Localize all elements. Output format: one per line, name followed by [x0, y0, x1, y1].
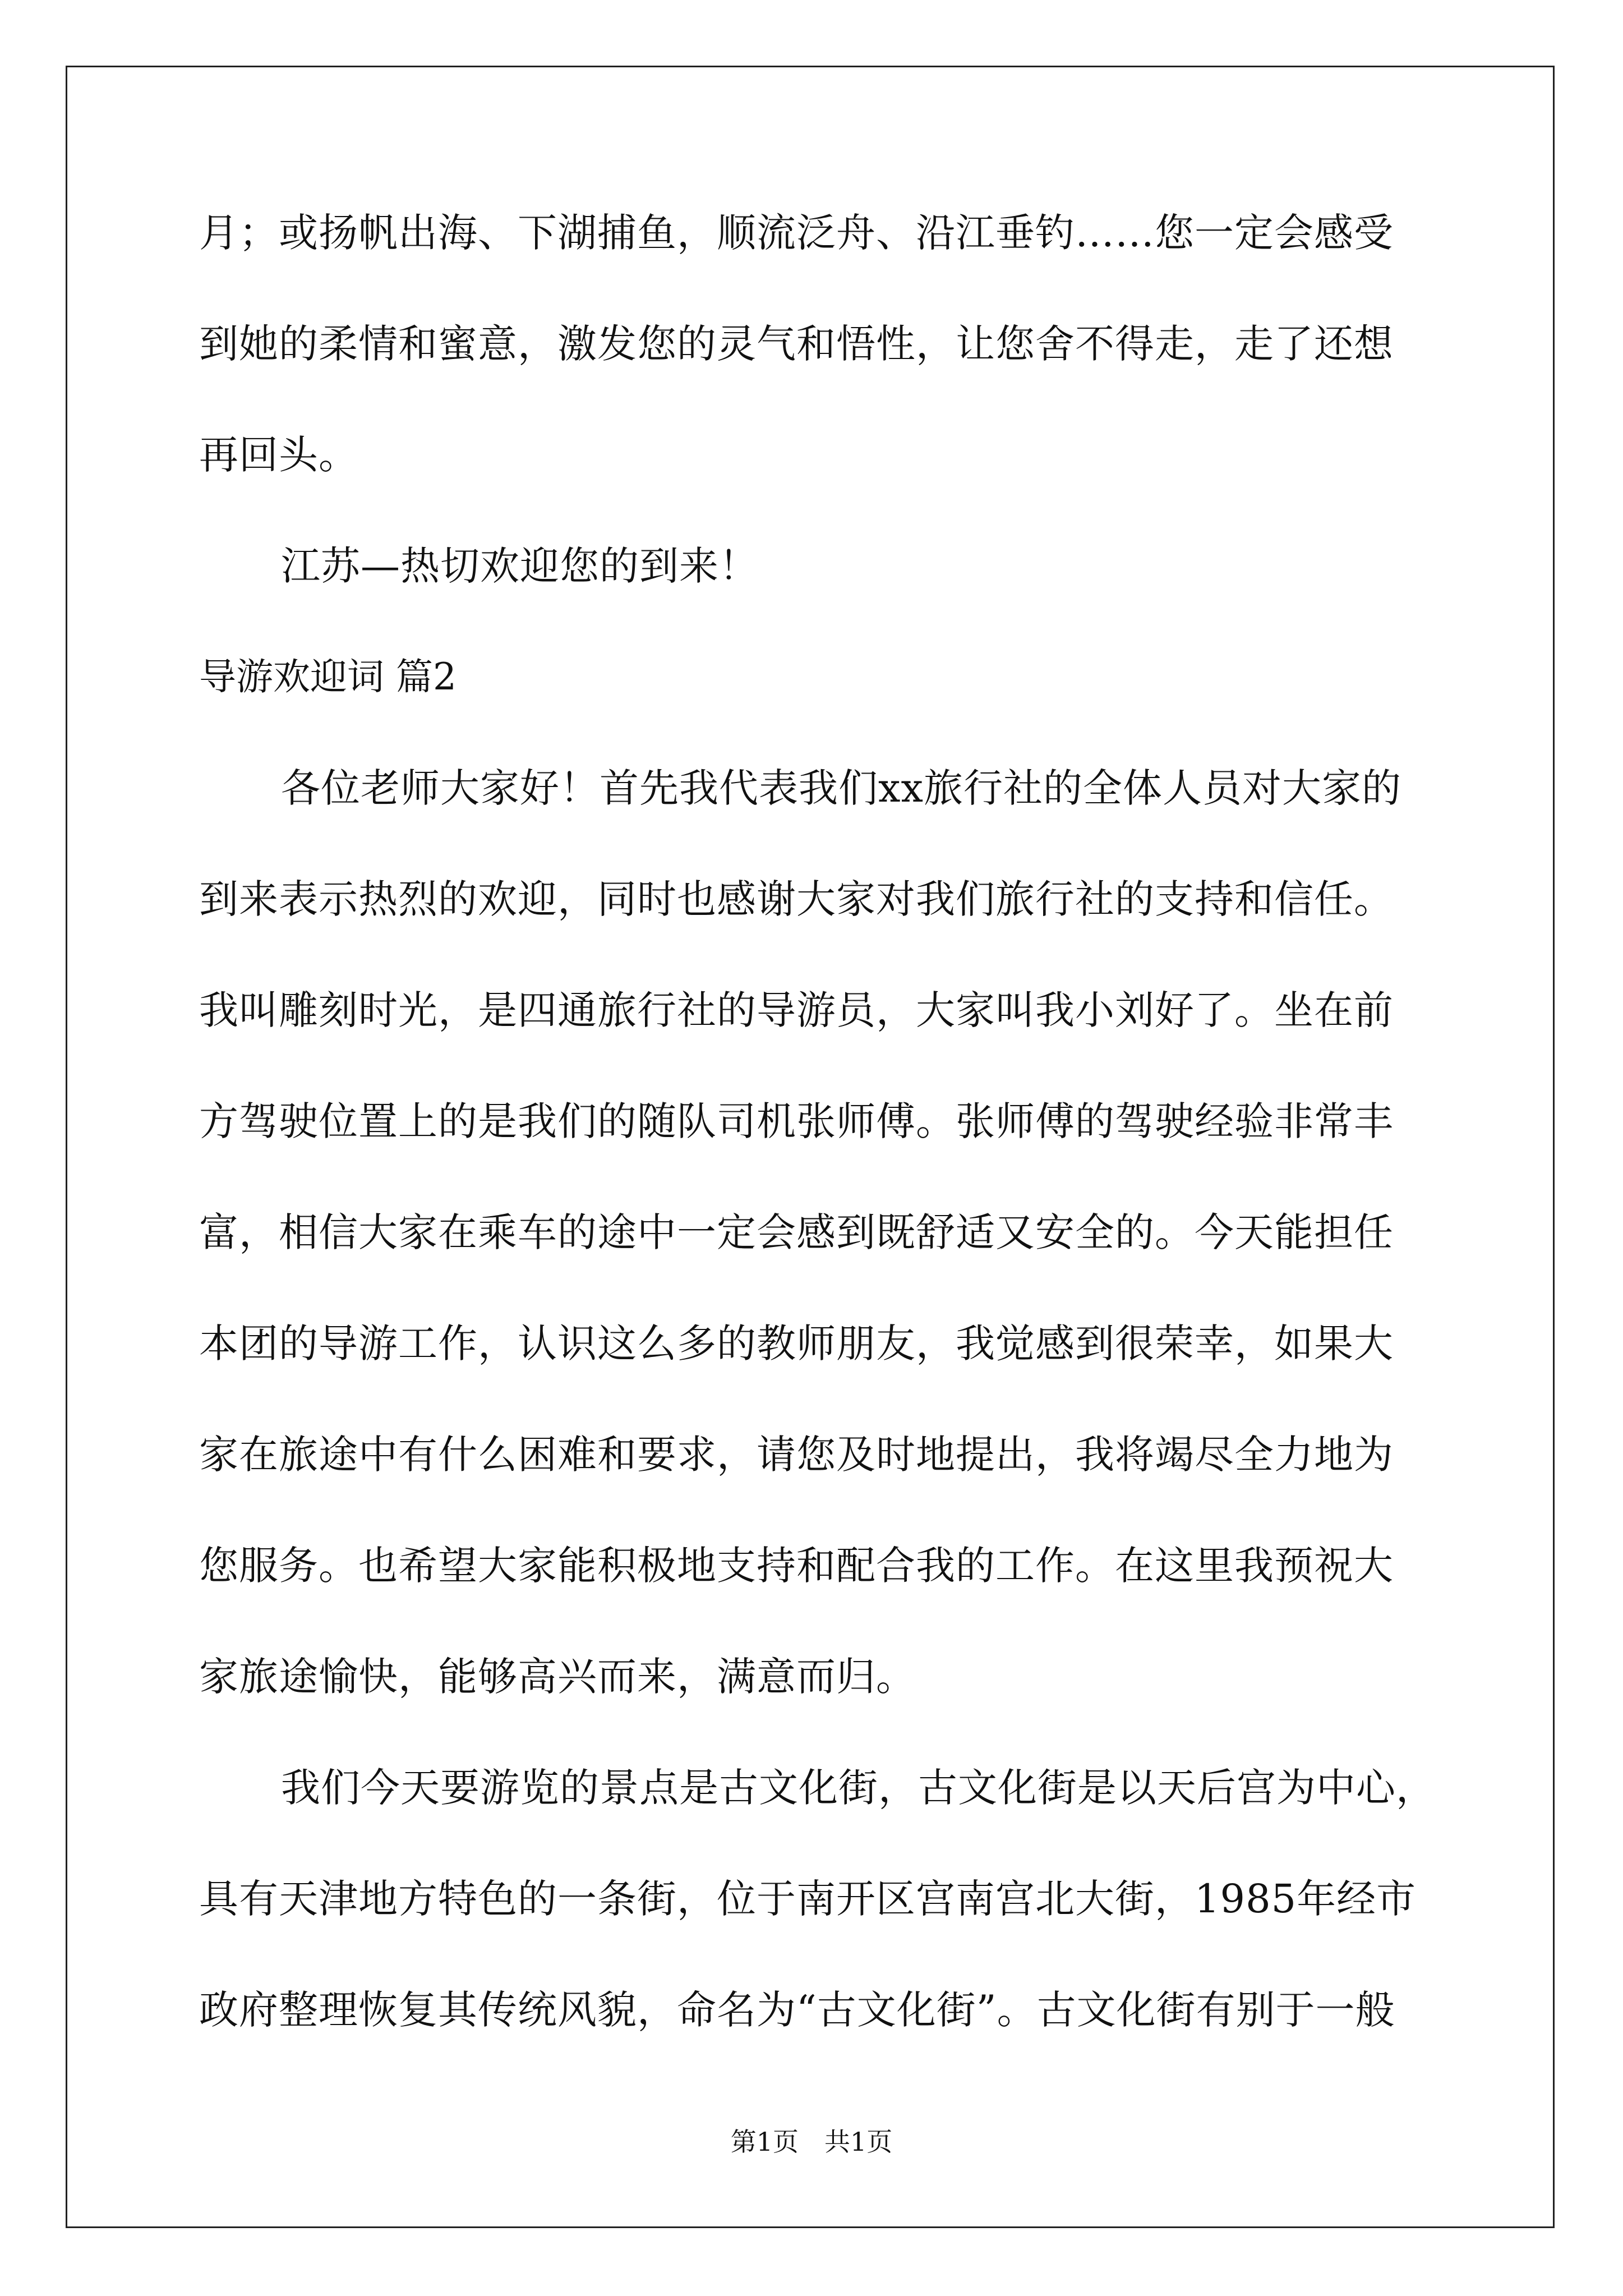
text-line: 我们今天要游览的景点是古文化街，古文化街是以天后宫为中心，	[281, 1765, 1436, 1811]
document-body	[199, 210, 1436, 2101]
text-line: 富，相信大家在乘车的途中一定会感到既舒适又安全的。今天能担任	[199, 1209, 1394, 1255]
text-line: 到她的柔情和蜜意，激发您的灵气和悟性，让您舍不得走，走了还想	[199, 321, 1394, 367]
text-line: 家在旅途中有什么困难和要求，请您及时地提出，我将竭尽全力地为	[199, 1432, 1394, 1478]
text-line: 月；或扬帆出海、下湖捕鱼，顺流泛舟、沿江垂钓……您一定会感受	[199, 210, 1394, 256]
text-line: 具有天津地方特色的一条街，位于南开区宫南宫北大街，1985年经市	[199, 1876, 1417, 1922]
text-line: 您服务。也希望大家能积极地支持和配合我的工作。在这里我预祝大	[199, 1543, 1394, 1589]
text-line: 江苏—热切欢迎您的到来！	[281, 543, 759, 589]
text-line: 本团的导游工作，认识这么多的教师朋友，我觉感到很荣幸，如果大	[199, 1320, 1394, 1366]
text-line: 我叫雕刻时光，是四通旅行社的导游员，大家叫我小刘好了。坐在前	[199, 987, 1394, 1033]
text-line: 到来表示热烈的欢迎，同时也感谢大家对我们旅行社的支持和信任。	[199, 876, 1394, 922]
section-heading: 导游欢迎词 篇2	[199, 655, 457, 698]
text-line: 再回头。	[199, 432, 358, 478]
text-line: 政府整理恢复其传统风貌，命名为“古文化街”。古文化街有别于一般	[199, 1987, 1395, 2033]
text-line: 各位老师大家好！首先我代表我们xx旅行社的全体人员对大家的	[281, 765, 1401, 811]
page-footer: 第1页 共1页	[730, 2127, 893, 2157]
text-line: 家旅途愉快，能够高兴而来，满意而归。	[199, 1654, 916, 1700]
text-line: 方驾驶位置上的是我们的随队司机张师傅。张师傅的驾驶经验非常丰	[199, 1098, 1394, 1144]
